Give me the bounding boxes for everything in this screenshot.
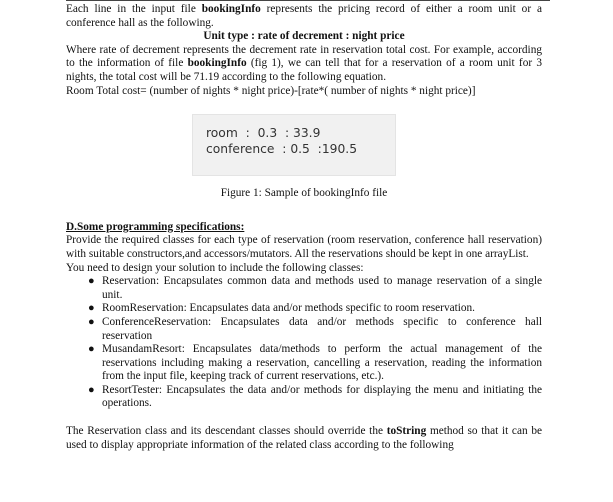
spacer (66, 411, 542, 425)
rate-text: Where rate of decrement represents the decrement rate in reservation total cost. For example, according to the information of file (66, 43, 542, 70)
intro-text: Each line in the input file (66, 3, 202, 15)
list-item (88, 275, 542, 302)
method-name: toString (386, 425, 427, 438)
section-paragraph: Provide the required classes for each type of reservation (room reservation, conference hall reservation) with suitable constructors,and accessors/mutators. All the reservations should be kept in one arrayList. (66, 234, 542, 260)
list-item (88, 343, 542, 384)
list-item (88, 302, 542, 316)
closing-text: The Reservation class and its descendant classes should override the (66, 425, 387, 438)
document-page (66, 3, 542, 452)
intro-paragraph (66, 3, 542, 30)
rate-file-name: bookingInfo (187, 57, 247, 70)
rate-text-end: (fig 1), we can tell that for a reservation of a room unit for 3 nights, the total cost will be 71.19 according to the following equation. (66, 57, 542, 83)
closing-text-end: method so that it can be used to display appropriate information of the related class according to the following (66, 425, 542, 451)
bullet-icon: ● (88, 383, 95, 396)
list-item-text: Reservation: Encapsulates common data and methods used to manage reservation of a single unit. (102, 275, 542, 301)
class-list (66, 275, 542, 411)
sample-file-box (192, 114, 396, 176)
list-item-text: RoomReservation: Encapsulates data and/or methods specific to room reservation. (102, 302, 476, 315)
format-line-text: Unit type : rate of decrement : night price (203, 30, 405, 43)
list-item (88, 315, 542, 343)
intro-text-end: represents the pricing record of either a room unit or a conference hall as the following. (66, 3, 542, 29)
equation-line: Room Total cost= (number of nights * night price)-[rate*( number of nights * night price)] (66, 84, 476, 97)
list-item-text: MusandamResort: Encapsulates data/methods to perform the actual management of the reservations including making a reservation, cancelling a reservation, reading the information from the input file, keeping track of current reservations, etc.). (102, 343, 542, 383)
closing-paragraph (66, 425, 542, 452)
section-heading: D.Some programming specifications: (66, 220, 245, 233)
top-rule (66, 0, 550, 1)
rate-paragraph (66, 44, 542, 85)
list-item-text: ConferenceReservation: Encapsulates data and/or methods specific to conference hall reservation (102, 315, 542, 342)
section-paragraph: You need to design your solution to include the following classes: (66, 261, 364, 274)
bullet-icon: ● (88, 275, 95, 288)
format-line (66, 30, 542, 44)
figure-caption: Figure 1: Sample of bookingInfo file (220, 187, 388, 200)
intro-file-name: bookingInfo (201, 3, 261, 15)
sample-line: conference : 0.5 :190.5 (206, 142, 358, 157)
list-item (88, 383, 542, 411)
bullet-icon: ● (88, 302, 95, 315)
list-item-text: ResortTester: Encapsulates the data and/or methods for displaying the menu and initiating the operations. (102, 383, 542, 410)
bullet-icon: ● (88, 343, 95, 356)
bullet-icon: ● (88, 315, 95, 328)
sample-line: room : 0.3 : 33.9 (206, 126, 321, 141)
